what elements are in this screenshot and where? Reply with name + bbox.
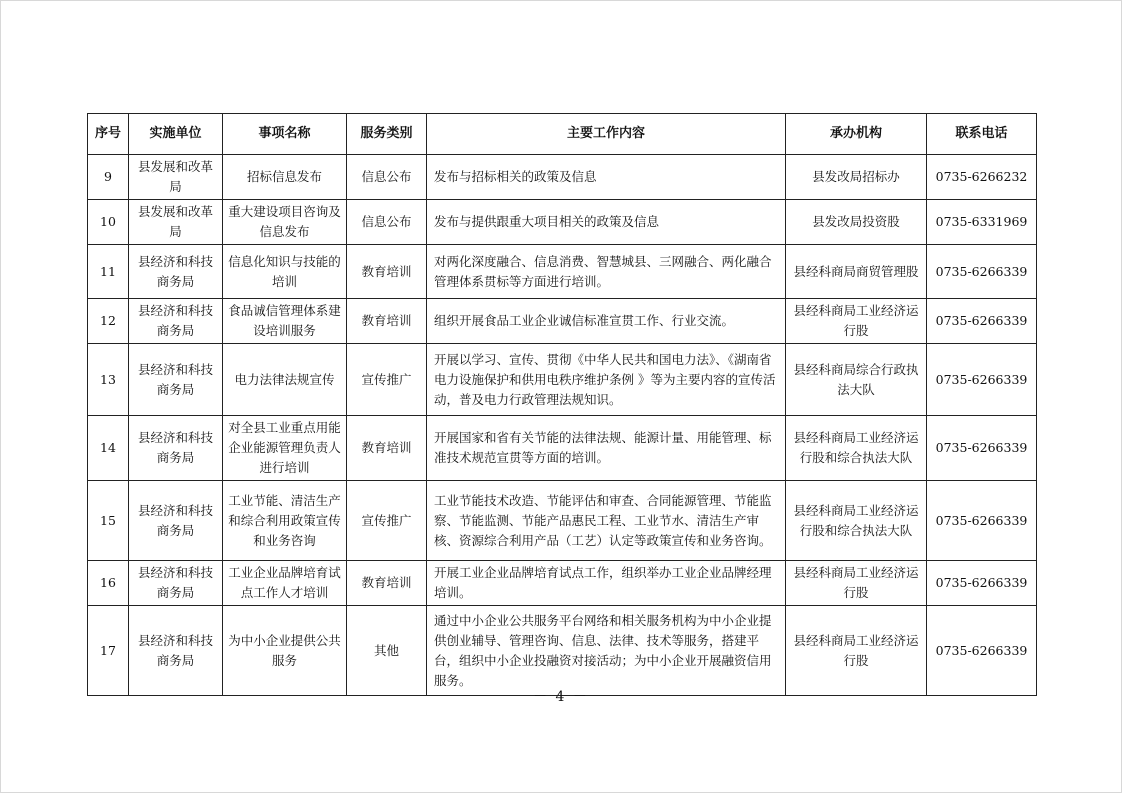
cell-item: 重大建设项目咨询及信息发布: [223, 200, 347, 245]
cell-unit: 县经济和科技商务局: [129, 606, 223, 696]
header-phone: 联系电话: [927, 114, 1037, 155]
cell-phone: 0735-6266339: [927, 481, 1037, 561]
cell-item: 工业企业品牌培育试点工作人才培训: [223, 561, 347, 606]
cell-agency: 县发改局投资股: [786, 200, 927, 245]
cell-category: 教育培训: [347, 299, 427, 344]
cell-unit: 县发展和改革局: [129, 200, 223, 245]
cell-content: 开展以学习、宣传、贯彻《中华人民共和国电力法》、《湖南省电力设施保护和供用电秩序维护条例 》等为主要内容的宣传活动，普及电力行政管理法规知识。: [427, 344, 786, 416]
cell-content: 通过中小企业公共服务平台网络和相关服务机构为中小企业提供创业辅导、管理咨询、信息、法律、技术等服务，搭建平台，组织中小企业投融资对接活动；为中小企业开展融资信用服务。: [427, 606, 786, 696]
cell-no: 16: [88, 561, 129, 606]
cell-no: 10: [88, 200, 129, 245]
cell-no: 15: [88, 481, 129, 561]
cell-item: 招标信息发布: [223, 155, 347, 200]
cell-no: 13: [88, 344, 129, 416]
cell-no: 11: [88, 245, 129, 299]
cell-content: 工业节能技术改造、节能评估和审查、合同能源管理、节能监察、节能监测、节能产品惠民工程、工业节水、清洁生产审核、资源综合利用产品（工艺）认定等政策宣传和业务咨询。: [427, 481, 786, 561]
cell-category: 信息公布: [347, 200, 427, 245]
header-no: 序号: [88, 114, 129, 155]
table-row: [88, 481, 1037, 561]
cell-agency: 县经科商局综合行政执法大队: [786, 344, 927, 416]
cell-category: 宣传推广: [347, 344, 427, 416]
cell-unit: 县发展和改革局: [129, 155, 223, 200]
cell-no: 12: [88, 299, 129, 344]
cell-agency: 县经科商局工业经济运行股: [786, 299, 927, 344]
cell-unit: 县经济和科技商务局: [129, 344, 223, 416]
table-row: [88, 155, 1037, 200]
services-table: [87, 113, 1037, 696]
cell-item: 为中小企业提供公共服务: [223, 606, 347, 696]
header-agency: 承办机构: [786, 114, 927, 155]
cell-phone: 0735-6266339: [927, 606, 1037, 696]
cell-phone: 0735-6266339: [927, 416, 1037, 481]
cell-unit: 县经济和科技商务局: [129, 561, 223, 606]
cell-item: 工业节能、清洁生产和综合利用政策宣传和业务咨询: [223, 481, 347, 561]
cell-content: 开展国家和省有关节能的法律法规、能源计量、用能管理、标准技术规范宣贯等方面的培训。: [427, 416, 786, 481]
cell-phone: 0735-6331969: [927, 200, 1037, 245]
cell-category: 教育培训: [347, 416, 427, 481]
table-row: [88, 344, 1037, 416]
cell-unit: 县经济和科技商务局: [129, 245, 223, 299]
cell-item: 电力法律法规宣传: [223, 344, 347, 416]
cell-content: 开展工业企业品牌培育试点工作，组织举办工业企业品牌经理培训。: [427, 561, 786, 606]
cell-agency: 县经科商局工业经济运行股: [786, 606, 927, 696]
cell-phone: 0735-6266232: [927, 155, 1037, 200]
cell-content: 组织开展食品工业企业诚信标准宣贯工作、行业交流。: [427, 299, 786, 344]
cell-agency: 县经科商局商贸管理股: [786, 245, 927, 299]
cell-no: 14: [88, 416, 129, 481]
cell-unit: 县经济和科技商务局: [129, 481, 223, 561]
table-row: [88, 299, 1037, 344]
cell-category: 信息公布: [347, 155, 427, 200]
cell-unit: 县经济和科技商务局: [129, 416, 223, 481]
table-row: [88, 606, 1037, 696]
cell-phone: 0735-6266339: [927, 245, 1037, 299]
cell-phone: 0735-6266339: [927, 561, 1037, 606]
cell-category: 其他: [347, 606, 427, 696]
cell-phone: 0735-6266339: [927, 299, 1037, 344]
cell-agency: 县经科商局工业经济运行股和综合执法大队: [786, 481, 927, 561]
cell-item: 信息化知识与技能的培训: [223, 245, 347, 299]
cell-unit: 县经济和科技商务局: [129, 299, 223, 344]
table-header-row: [88, 114, 1037, 155]
cell-phone: 0735-6266339: [927, 344, 1037, 416]
header-content: 主要工作内容: [427, 114, 786, 155]
cell-item: 食品诚信管理体系建设培训服务: [223, 299, 347, 344]
cell-agency: 县发改局招标办: [786, 155, 927, 200]
cell-no: 9: [88, 155, 129, 200]
cell-no: 17: [88, 606, 129, 696]
table-row: [88, 561, 1037, 606]
header-category: 服务类别: [347, 114, 427, 155]
cell-content: 对两化深度融合、信息消费、智慧城县、三网融合、两化融合管理体系贯标等方面进行培训。: [427, 245, 786, 299]
cell-agency: 县经科商局工业经济运行股: [786, 561, 927, 606]
page-number: － 4 －: [533, 689, 589, 705]
header-unit: 实施单位: [129, 114, 223, 155]
header-item: 事项名称: [223, 114, 347, 155]
cell-content: 发布与招标相关的政策及信息: [427, 155, 786, 200]
cell-category: 教育培训: [347, 561, 427, 606]
cell-category: 教育培训: [347, 245, 427, 299]
table-row: [88, 200, 1037, 245]
table-row: [88, 245, 1037, 299]
cell-content: 发布与提供跟重大项目相关的政策及信息: [427, 200, 786, 245]
cell-item: 对全县工业重点用能企业能源管理负责人进行培训: [223, 416, 347, 481]
table-row: [88, 416, 1037, 481]
cell-agency: 县经科商局工业经济运行股和综合执法大队: [786, 416, 927, 481]
cell-category: 宣传推广: [347, 481, 427, 561]
